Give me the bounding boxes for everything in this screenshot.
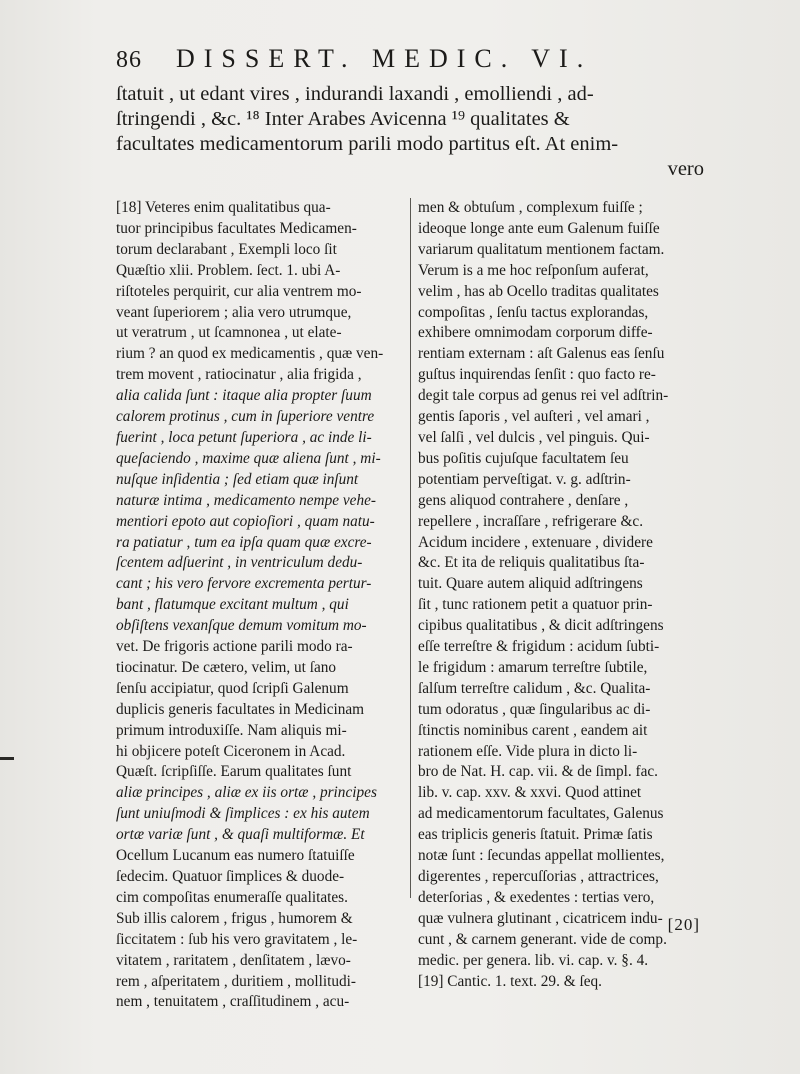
- column-divider: [410, 198, 411, 898]
- footnote-line: guſtus inquirendas ſenſit : quo facto re-: [418, 366, 656, 384]
- footnote-line: cunt , & carnem generant. vide de comp.: [418, 930, 667, 948]
- footnote-line: lib. v. cap. xxv. & xxvi. Quod attinet: [418, 784, 642, 802]
- footnote-line: &c. Et ita de reliquis qualitatibus ſta-: [418, 554, 645, 572]
- footnote-line: medic. per genera. lib. vi. cap. v. §. 4.: [418, 951, 649, 969]
- footnote-column-right: [418, 198, 706, 992]
- footnote-line: bus poſitis cujuſque facultatem ſeu: [418, 449, 629, 467]
- footnote-line: ortæ variæ ſunt , & quaſi multiformæ. Et: [116, 826, 365, 844]
- footnote-line: tuit. Quare autem aliquid adſtringens: [418, 575, 643, 593]
- footnote-line: ad medicamentorum facultates, Galenus: [418, 805, 664, 823]
- footnote-line: veant ſuperiorem ; alia vero utrumque,: [116, 303, 352, 321]
- intro-line: vero: [667, 158, 704, 180]
- footnote-line: ut veratrum , ut ſcamnonea , ut elate-: [116, 324, 342, 342]
- footnote-line: cim compoſitas enumeraſſe qualitates.: [116, 888, 348, 906]
- footnote-line: tuor principibus facultates Medicamen-: [116, 219, 357, 237]
- footnote-line: men & obtuſum , complexum fuiſſe ;: [418, 199, 643, 216]
- footnote-line: queſaciendo , maxime quæ aliena ſunt , mi-: [116, 449, 381, 467]
- footnote-line: vitatem , raritatem , denſitatem , lævo-: [116, 951, 351, 969]
- footnote-line: Quæſtio xlii. Problem. ſect. 1. ubi A-: [116, 261, 341, 279]
- intro-paragraph: [116, 82, 704, 182]
- footnote-line: vet. De frigoris actione parili modo ra-: [116, 638, 353, 656]
- footnote-line: torum declarabant , Exempli loco ſit: [116, 240, 337, 258]
- footnote-line: ſcentem adſuerint , in ventriculum dedu-: [116, 554, 363, 572]
- footnote-line: Ocellum Lucanum eas numero ſtatuiſſe: [116, 847, 355, 865]
- footnote-line: degit tale corpus ad genus rei vel adſtrin-: [418, 387, 669, 405]
- footnote-line: riſtoteles perquirit, cur alia ventrem mo-: [116, 282, 362, 300]
- running-head: DISSERT. MEDIC. VI.: [176, 44, 593, 73]
- footnote-line: exhibere omnimodam corporum diffe-: [418, 324, 653, 342]
- footnote-line: eſſe terreſtre & frigidum : acidum ſubti-: [418, 638, 660, 656]
- footnote-line: fuerint , loca petunt ſuperiora , ac inde li-: [116, 428, 372, 446]
- footnote-line: rium ? an quod ex medicamentis , quæ ven-: [116, 345, 384, 363]
- footnote-line: vel ſalſi , vel dulcis , vel pinguis. Qui-: [418, 428, 650, 446]
- footnote-line: ſtinctis nominibus carent , eandem ait: [418, 721, 648, 739]
- footnote-line: cant ; his vero fervore excrementa pertur-: [116, 575, 372, 593]
- footnote-line: quæ vulnera glutinant , cicatricem indu-: [418, 909, 663, 927]
- footnote-line: bro de Nat. H. cap. vii. & de ſimpl. fac.: [418, 763, 659, 781]
- footnote-line: tiocinatur. De cætero, velim, ut ſano: [116, 658, 337, 676]
- page-number: 86: [116, 47, 142, 73]
- footnote-line: alia calida ſunt : itaque alia propter ſuum: [116, 387, 372, 405]
- footnote-line: repellere , incraſſare , refrigerare &c.: [418, 512, 644, 530]
- footnote-line: variarum qualitatum mentionem factam.: [418, 240, 665, 258]
- footnote-line: compoſitas , ſenſu tactus explorandas,: [418, 303, 649, 321]
- footnote-line: digerentes , repercuſſorias , attractrices,: [418, 868, 659, 885]
- footnote-line: ſit , tunc rationem petit a quatuor prin-: [418, 596, 653, 614]
- footnote-line: Verum is a me hoc reſponſum auferat,: [418, 261, 649, 279]
- footnote-line: rem , aſperitatem , duritiem , mollitudi-: [116, 972, 357, 990]
- footnote-line: notæ ſunt : ſecundas appellat mollientes,: [418, 847, 665, 865]
- footnote-line: tum odoratus , quæ ſingularibus ac di-: [418, 700, 651, 718]
- intro-line: ſtringendi , &c. ¹⁸ Inter Arabes Avicenna ¹⁹ qualitates &: [116, 108, 570, 130]
- footnote-line: gens aliquod contrahere , denſare ,: [418, 491, 629, 509]
- footnote-line: [18] Veteres enim qualitatibus qua-: [116, 199, 331, 216]
- footnote-line: mentiori epoto aut copioſiori , quam natu-: [116, 512, 375, 530]
- footnote-line: velim , has ab Ocello traditas qualitates: [418, 282, 659, 300]
- footnote-line: ſalſum terreſtre calidum , &c. Qualita-: [418, 679, 651, 697]
- footnote-line: le frigidum : amarum terreſtre ſubtile,: [418, 658, 648, 676]
- footnote-line: ſenſu accipiatur, quod ſcripſi Galenum: [116, 679, 349, 697]
- margin-mark: [0, 757, 14, 760]
- footnote-line: obſiſtens vexanſque demum vomitum mo-: [116, 617, 367, 635]
- footnote-line: primum introduxiſſe. Nam aliquis mi-: [116, 721, 347, 739]
- footnote-line: ſiccitatem : ſub his vero gravitatem , le-: [116, 930, 358, 948]
- catchword: [20]: [667, 915, 700, 934]
- page-header: [116, 44, 706, 80]
- footnote-line: ra patiatur , tum ea ipſa quam quæ excre-: [116, 533, 372, 551]
- intro-line: ſtatuit , ut edant vires , indurandi laxandi , emolliendi , ad-: [116, 83, 594, 105]
- footnote-line: [19] Cantic. 1. text. 29. & ſeq.: [418, 972, 602, 990]
- footnote-line: rentiam externam : aſt Galenus eas ſenſu: [418, 345, 665, 363]
- footnote-line: rationem eſſe. Vide plura in dicto li-: [418, 742, 638, 760]
- footnote-line: Sub illis calorem , frigus , humorem &: [116, 909, 353, 927]
- footnote-line: nuſque inſidentia ; ſed etiam quæ inſunt: [116, 470, 359, 488]
- footnote-line: aliæ principes , aliæ ex iis ortæ , principes: [116, 784, 377, 802]
- footnote-line: ſunt uniuſmodi & ſimplices : ex his autem: [116, 805, 370, 823]
- footnote-line: ſedecim. Quatuor ſimplices & duode-: [116, 868, 345, 885]
- footnote-line: calorem protinus , cum in ſuperiore ventre: [116, 408, 375, 426]
- footnote-line: potentiam perveſtigat. v. g. adſtrin-: [418, 470, 631, 488]
- footnote-line: eas triplicis generis ſtatuit. Primæ ſatis: [418, 826, 653, 844]
- footnote-line: bant , flatumque excitant multum , qui: [116, 596, 349, 614]
- intro-line: facultates medicamentorum parili modo partitus eſt. At enim-: [116, 133, 619, 155]
- footnote-line: duplicis generis facultates in Medicinam: [116, 700, 365, 718]
- footnote-line: Quæſt. ſcripſiſſe. Earum qualitates ſunt: [116, 763, 352, 781]
- footnote-line: hi objicere poteſt Ciceronem in Acad.: [116, 742, 346, 760]
- footnote-line: deterſorias , & exedentes : tertias vero,: [418, 888, 655, 906]
- footnote-line: naturæ intima , medicamento nempe vehe-: [116, 491, 376, 509]
- footnote-line: ideoque longe ante eum Galenum fuiſſe: [418, 219, 660, 237]
- footnote-line: cipibus qualitatibus , & dicit adſtringens: [418, 617, 664, 635]
- footnote-line: trem movent , ratiocinatur , alia frigida ,: [116, 366, 362, 384]
- footnote-line: nem , tenuitatem , craſſitudinem , acu-: [116, 993, 350, 1011]
- footnote-line: Acidum incidere , extenuare , dividere: [418, 533, 653, 551]
- footnote-line: gentis ſaporis , vel auſteri , vel amari ,: [418, 408, 650, 426]
- footnote-column-left: [116, 198, 406, 1013]
